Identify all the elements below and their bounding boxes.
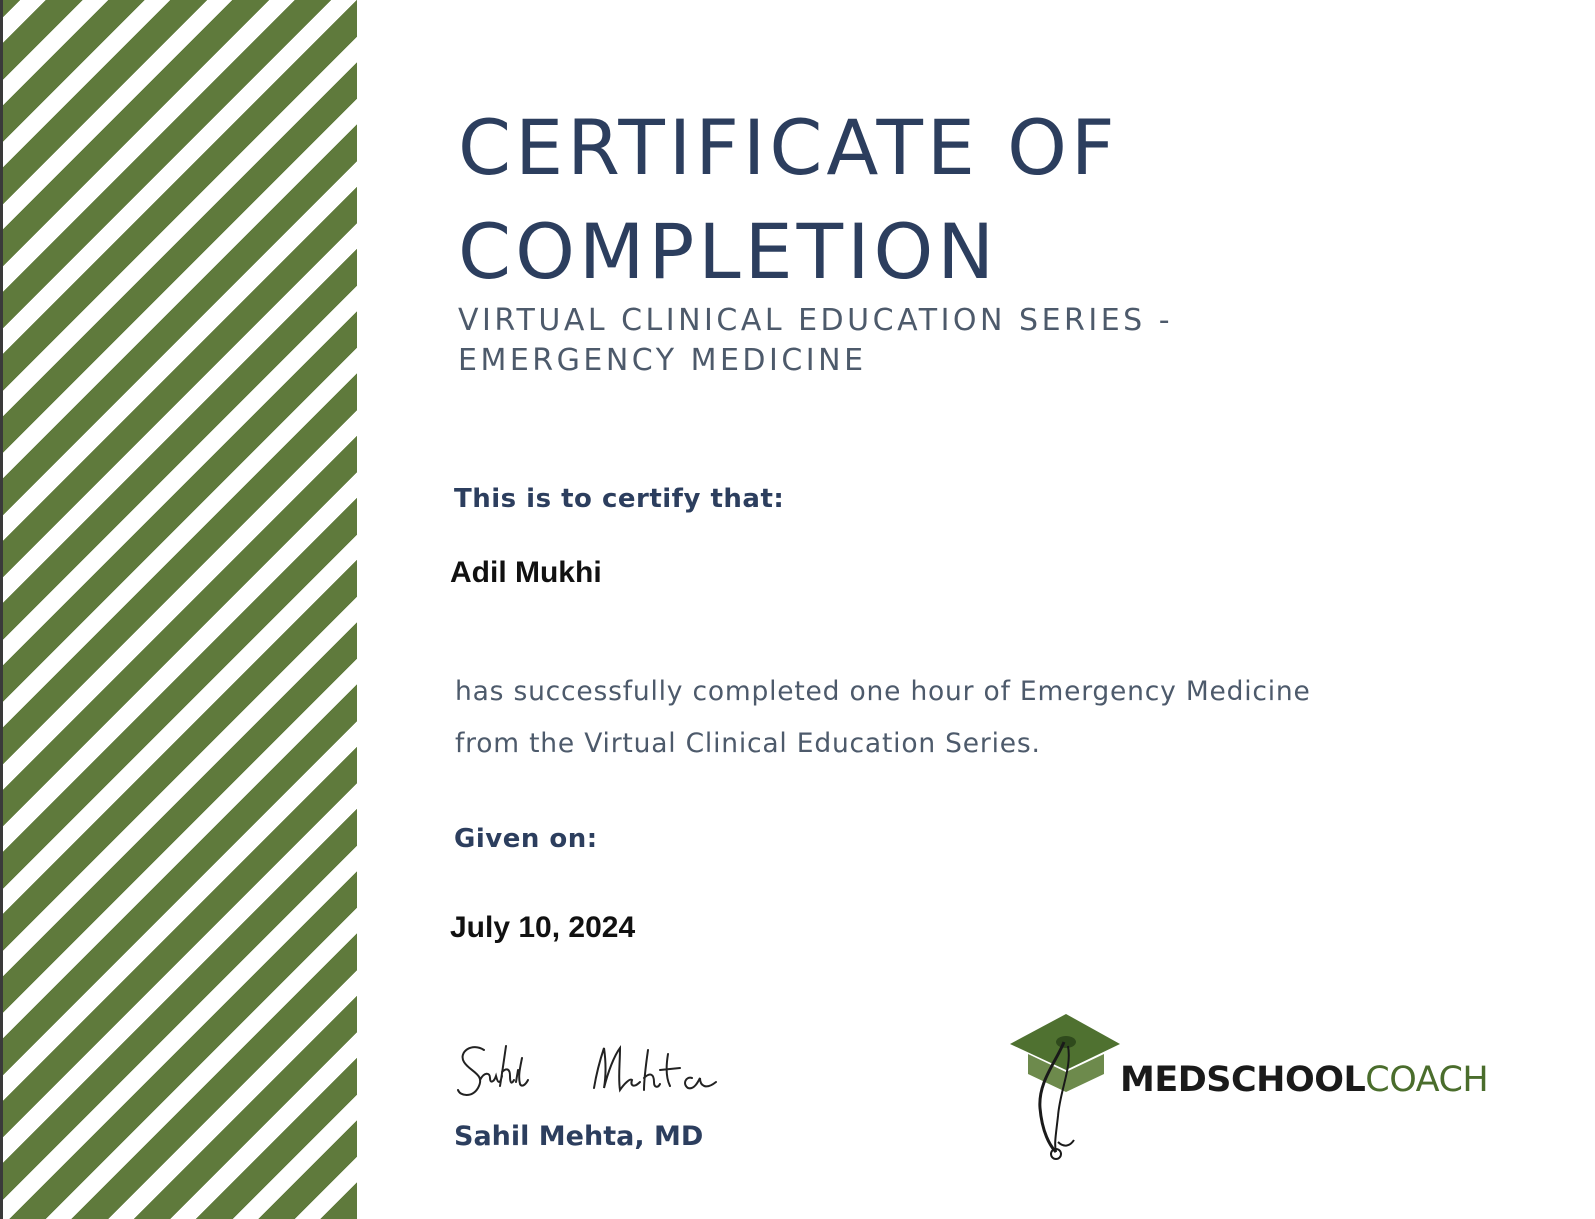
completion-line-2: from the Virtual Clinical Education Series. (455, 728, 1041, 759)
graduation-cap-stethoscope-icon (1008, 1012, 1126, 1162)
subtitle-line-2: EMERGENCY MEDICINE (458, 343, 867, 378)
subtitle-line-1: VIRTUAL CLINICAL EDUCATION SERIES - (458, 303, 1174, 338)
signer-name: Sahil Mehta, MD (454, 1121, 704, 1152)
medschoolcoach-logo (1008, 1012, 1508, 1162)
certificate-subtitle (458, 301, 1173, 381)
logo-wordmark-light: COACH (1365, 1060, 1489, 1100)
recipient-name: Adil Mukhi (450, 556, 602, 589)
logo-wordmark-bold: MEDSCHOOL (1120, 1060, 1366, 1100)
completion-date: July 10, 2024 (450, 911, 636, 944)
completion-line-1: has successfully completed one hour of Emergency Medicine (455, 676, 1311, 707)
handwritten-signature (454, 1036, 734, 1116)
logo-wordmark (1120, 1058, 1488, 1102)
certificate-title (458, 96, 1119, 304)
given-on-label: Given on: (454, 824, 598, 854)
title-line-1: CERTIFICATE OF (458, 103, 1119, 192)
diagonal-stripe-panel (3, 0, 357, 1219)
title-line-2: COMPLETION (458, 207, 999, 296)
completion-statement (455, 666, 1515, 770)
certify-label: This is to certify that: (454, 484, 785, 514)
